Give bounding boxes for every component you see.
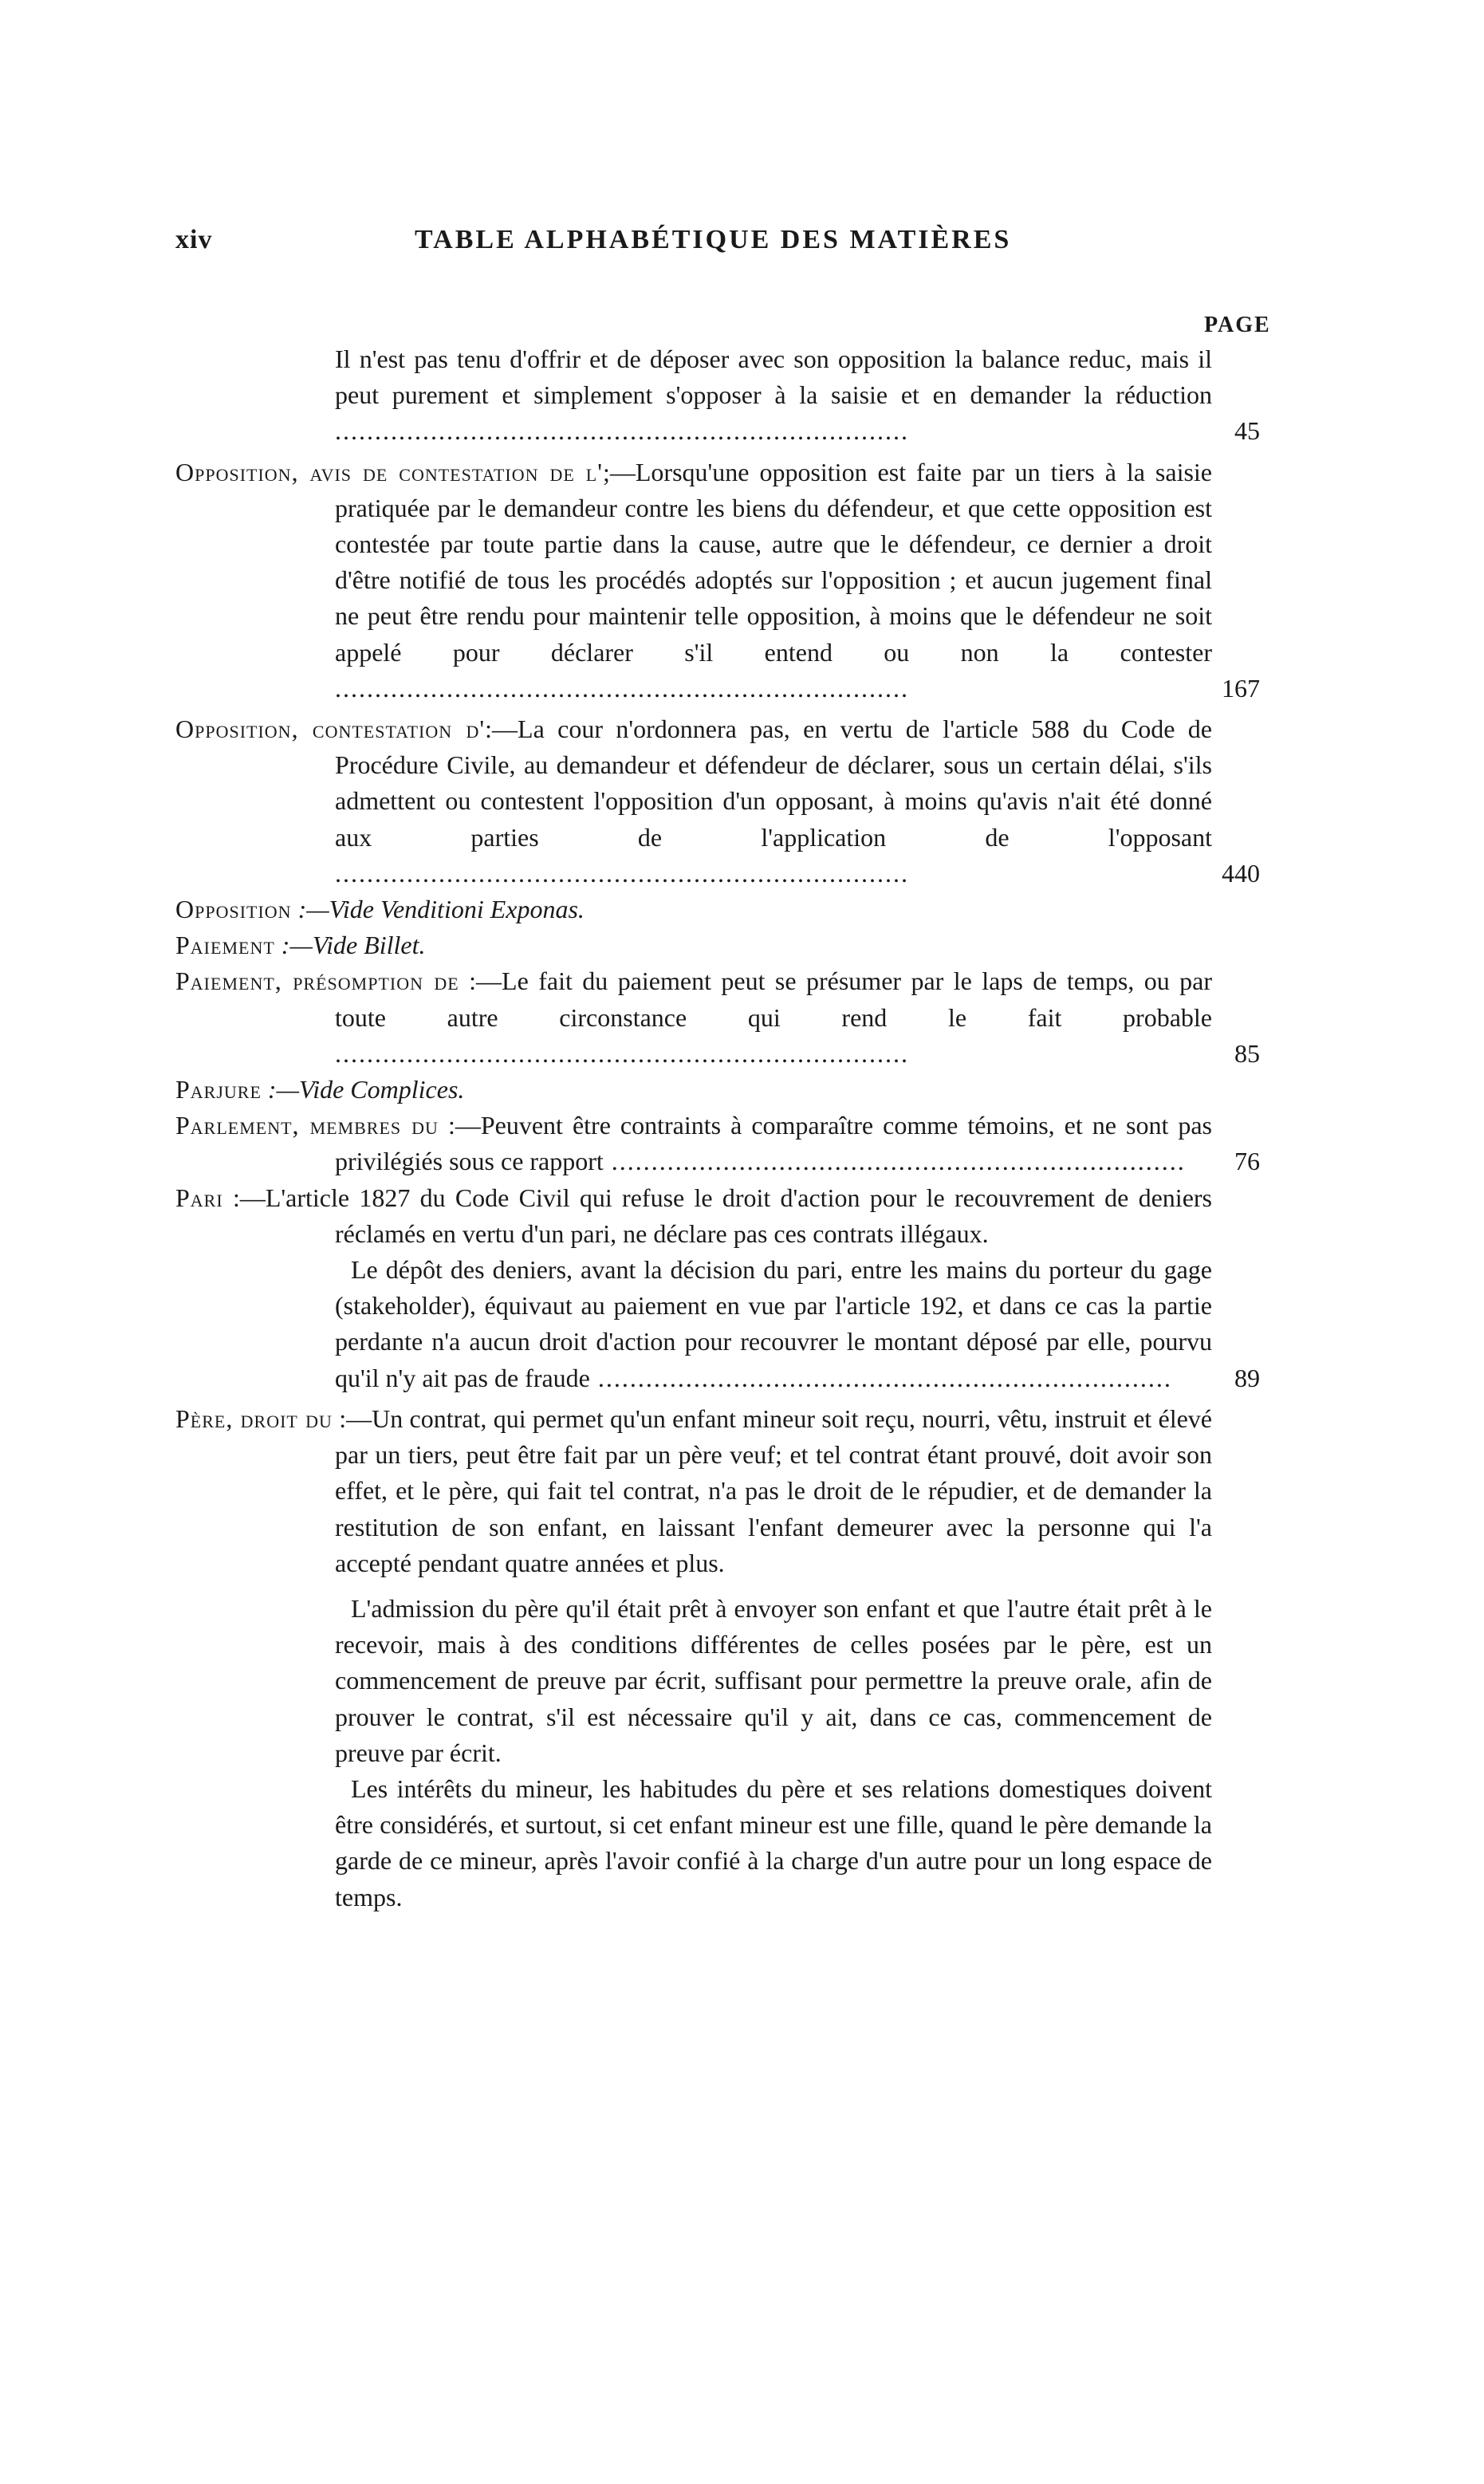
index-entry — [175, 963, 1260, 1072]
index-entry — [175, 1180, 1260, 1252]
index-entry-continuation — [175, 341, 1260, 450]
entry-text: :—Vide Venditioni Exponas. — [291, 895, 585, 924]
entry-text: :—Le fait du paiement peut se présumer par le laps de temps, ou par toute autre circonstance qui rend le fait probable — [335, 966, 1212, 1032]
entry-text: ;—Lorsqu'une opposition est faite par un tiers à la saisie pratiquée par le demandeur contre les biens du défendeur, et que cette opposition est contestée par toute partie dans la cause, autre que le défendeur, ce dernier a droit d'être notifié de tous les procédés adoptés sur l'opposition ; et aucun jugement final ne peut être rendu pour maintenir telle opposition, à moins que le défendeur ne soit appelé pour déclarer s'il entend ou non la contester — [335, 457, 1213, 667]
entry-heading: Parlement, membres du — [175, 1111, 439, 1140]
page-column-label: PAGE — [1204, 313, 1271, 337]
entry-text: :—Vide Billet. — [274, 931, 426, 960]
running-title: TABLE ALPHABÉTIQUE DES MATIÈRES — [415, 225, 1012, 254]
entry-heading: Père, droit du — [175, 1403, 333, 1433]
entry-page-number: 167 — [1222, 673, 1260, 703]
entry-heading: Opposition — [175, 895, 292, 924]
index-entry — [175, 1108, 1260, 1179]
index-entry — [175, 927, 1260, 963]
entry-text: Il n'est pas tenu d'offrir et de déposer avec son opposition la balance reduc, mais il peut purement et simplement s'opposer à la saisie et en demander la réduction — [335, 344, 1212, 410]
entry-text: :—La cour n'ordonnera pas, en vertu de l'article 588 du Code de Procédure Civile, au demandeur et défendeur de déclarer, sous un certain délai, s'ils admettent ou contestent l'opposition d'un opposant, à moins qu'avis n'ait été donné aux parties de l'application de l'opposant — [335, 714, 1213, 852]
index-entry — [175, 1072, 1260, 1108]
entry-page-number: 85 — [1234, 1038, 1260, 1068]
page-folio: xiv — [175, 225, 213, 254]
index-entry — [175, 711, 1260, 892]
entry-heading: Paiement — [175, 931, 275, 960]
entry-text: :—L'article 1827 du Code Civil qui refuse le droit d'action pour le recouvrement de deniers réclamés en vertu d'un pari, ne déclare pas ces contrats illégaux. — [222, 1183, 1212, 1248]
entry-text: :—Vide Complices. — [261, 1075, 465, 1104]
index-body — [175, 341, 1260, 1915]
entry-text: Les intérêts du mineur, les habitudes du père et ses relations domestiques doivent être considérés, et surtout, si cet enfant mineur est une fille, quand le père demande la garde de ce mineur, après l'avoir confié à la charge d'un autre pour un long espace de temps. — [335, 1773, 1212, 1911]
index-entry — [175, 455, 1260, 707]
entry-page-number: 76 — [1234, 1147, 1260, 1176]
entry-page-number: 45 — [1234, 416, 1260, 446]
entry-page-number: 440 — [1222, 858, 1260, 888]
entry-heading: Pari — [175, 1183, 223, 1212]
entry-heading: Paiement, présomption de — [175, 966, 459, 996]
index-entry — [175, 892, 1260, 927]
entry-heading: Opposition, contestation d' — [175, 714, 486, 744]
entry-page-number: 89 — [1234, 1363, 1260, 1392]
entry-text: :—Un contrat, qui permet qu'un enfant mineur soit reçu, nourri, vêtu, instruit et élevé par un tiers, peut être fait par un père veuf; et tel contrat étant prouvé, doit avoir son effet, et le père, qui fait tel contrat, n'a pas le droit de le répudier, et de demander la restitution de son enfant, en laissant l'enfant demeurer avec la personne qui l'a accepté pendant quatre années et plus. — [332, 1403, 1213, 1577]
index-entry-continuation — [175, 1591, 1260, 1771]
entry-heading: Opposition, avis de contestation de l' — [175, 457, 603, 486]
index-entry-continuation — [175, 1771, 1260, 1915]
entry-text: Le dépôt des deniers, avant la décision du pari, entre les mains du porteur du gage (stakeholder), équivaut au paiement en vue par l'article 192, et dans ce cas la partie perdante n'a aucun droit d'action pour recouvrer le montant déposé par elle, pourvu qu'il n'y ait pas de fraude — [335, 1255, 1212, 1392]
entry-heading: Parjure — [175, 1075, 262, 1104]
index-entry-continuation — [175, 1252, 1260, 1396]
entry-text: L'admission du père qu'il était prêt à envoyer son enfant et que l'autre était prêt à le recevoir, mais à des conditions différentes de celles posées par le père, est un commencement de preuve par écrit, suffisant pour permettre la preuve orale, afin de prouver le contrat, s'il est nécessaire qu'il y ait, dans ce cas, commencement de preuve par écrit. — [335, 1593, 1212, 1767]
index-entry — [175, 1401, 1260, 1581]
entry-text: :—Peuvent être contraints à comparaître comme témoins, et ne sont pas privilégiés sous ce rapport — [335, 1111, 1213, 1176]
running-header — [175, 225, 1252, 265]
